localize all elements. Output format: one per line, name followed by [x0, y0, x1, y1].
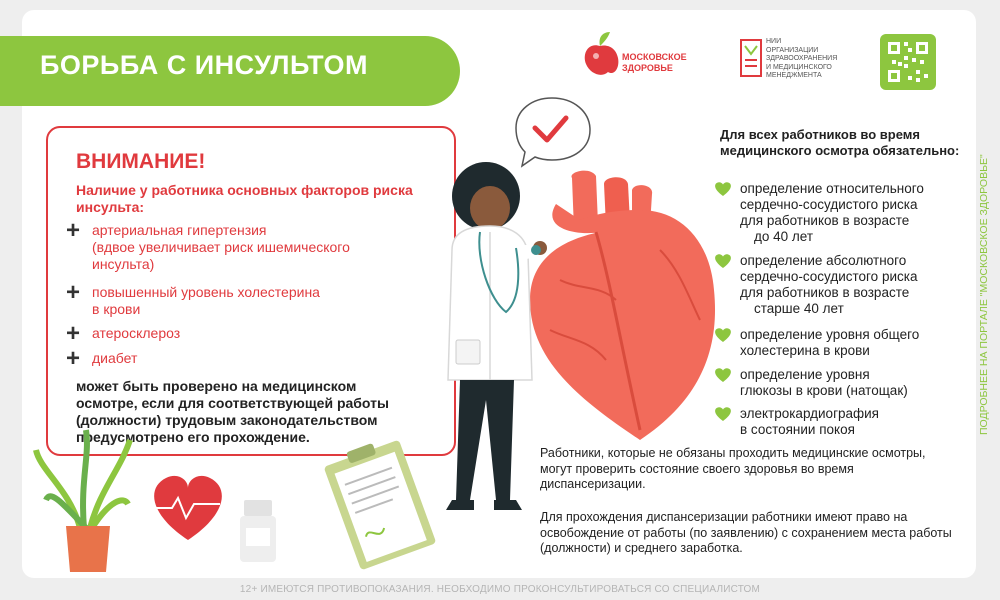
checkup-heading: Для всех работников во время медицинского осмотра обязательно: [720, 127, 960, 158]
risk-factor-line: (вдвое увеличивает риск ишемического [92, 239, 350, 255]
checkup-line: до 40 лет [754, 229, 814, 244]
checkup-line: определение абсолютного [740, 253, 907, 268]
green-heart-icon [714, 406, 732, 422]
pill-bottle-icon [240, 500, 276, 562]
dispensary-paragraph: Работники, которые не обязаны проходить медицинские осмотры, могут проверить состояние своего здоровья во время диспансеризации. [540, 446, 926, 491]
risk-factor-line: атеросклероз [92, 325, 181, 341]
logo-line: ЗДОРОВЬЕ [622, 63, 673, 73]
checkup-line: сердечно-сосудистого риска [740, 197, 918, 212]
risk-factor-line: в крови [92, 301, 141, 317]
logo-line: НИИ [766, 38, 782, 45]
doctor-illustration [446, 162, 547, 510]
green-heart-icon [714, 253, 732, 269]
checkup-line: старше 40 лет [754, 301, 844, 316]
risk-factor-line: повышенный уровень холестерина [92, 284, 320, 300]
clipboard-icon [322, 434, 437, 570]
checkup-line: определение относительного [740, 181, 924, 196]
checkup-line: глюкозы в крови (натощак) [740, 383, 908, 398]
checkup-line: электрокардиография [740, 406, 879, 421]
plus-icon: + [66, 320, 81, 347]
green-heart-icon [714, 327, 732, 343]
leave-rights-paragraph: Для прохождения диспансеризации работники имеют право на освобождение от работы (по заявлению) с сохранением места работы (должности) и среднего заработка. [540, 510, 952, 555]
logo-line: ОРГАНИЗАЦИИ [766, 46, 819, 54]
risk-factor-line: артериальная гипертензия [92, 222, 267, 238]
checkup-line: для работников в возрасте [740, 285, 910, 300]
risk-factor-line: диабет [92, 350, 138, 366]
logo-line: И МЕДИЦИНСКОГО [766, 63, 832, 71]
checkup-line: для работников в возрасте [740, 213, 910, 228]
alert-title: ВНИМАНИЕ! [76, 150, 206, 173]
plus-icon: + [66, 345, 81, 372]
risk-factor-line: инсульта) [92, 256, 155, 272]
plus-icon: + [66, 217, 81, 244]
speech-bubble-check-icon [516, 98, 590, 166]
heart-pulse-icon [154, 476, 222, 540]
green-heart-icon [714, 181, 732, 197]
checkup-line: определение уровня [740, 367, 870, 382]
checkup-line: сердечно-сосудистого риска [740, 269, 918, 284]
portal-link-note[interactable] [974, 145, 996, 445]
anatomical-heart-icon [530, 171, 715, 440]
logo-line: ЗДРАВООХРАНЕНИЯ [766, 55, 838, 63]
checkup-line: определение уровня общего [740, 327, 920, 342]
alert-outro: может быть проверено на медицинском осмотре, если для соответствующей работы (должности) трудовым законодательством предусмотрено его прохождение. [76, 378, 389, 445]
plus-icon: + [66, 279, 81, 306]
plant-icon [36, 430, 130, 572]
alert-intro: Наличие у работника основных факторов риска инсульта: [76, 182, 413, 215]
logo-line: МЕНЕДЖМЕНТА [766, 72, 822, 80]
portal-link-text: ПОДРОБНЕЕ НА ПОРТАЛЕ "МОСКОВСКОЕ ЗДОРОВЬЕ" [978, 154, 990, 435]
checkup-line: холестерина в крови [740, 343, 870, 358]
page-title: БОРЬБА С ИНСУЛЬТОМ [40, 50, 368, 80]
logo-line: МОСКОВСКОЕ [622, 52, 687, 62]
green-heart-icon [714, 367, 732, 383]
disclaimer-footer: 12+ ИМЕЮТСЯ ПРОТИВОПОКАЗАНИЯ. НЕОБХОДИМО ПРОКОНСУЛЬТИРОВАТЬСЯ СО СПЕЦИАЛИСТОМ [239, 584, 761, 595]
checkup-line: в состоянии покоя [740, 422, 855, 437]
